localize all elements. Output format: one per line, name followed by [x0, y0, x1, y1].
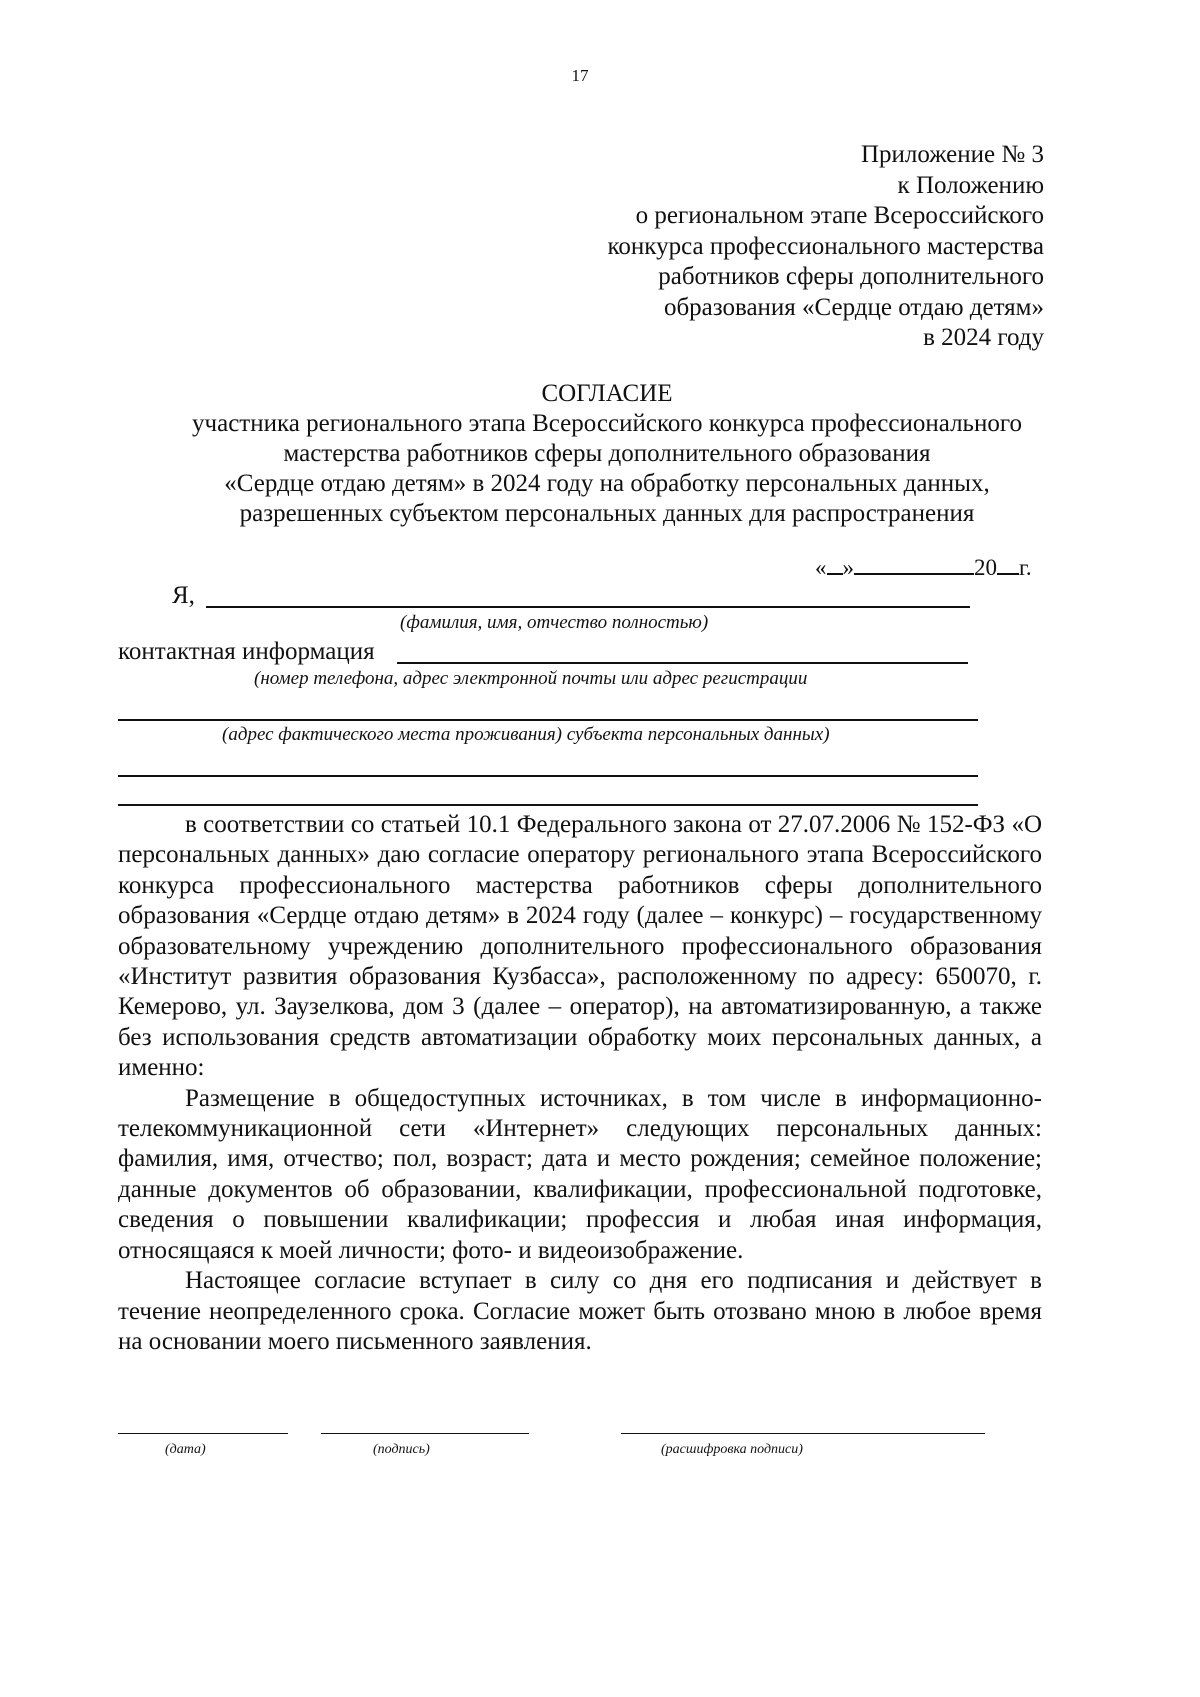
appendix-line: к Положению	[897, 171, 1044, 199]
body-paragraph: Настоящее согласие вступает в силу со дня его подписания и действует в течение неопределенного срока. Согласие может быть отозвано мною в любое время на основании моего письменного заявления.	[118, 1267, 1042, 1355]
date-line	[815, 553, 1032, 581]
date-close-quote: »	[842, 555, 854, 580]
date-signature-line[interactable]	[118, 1433, 288, 1434]
year-prefix: 20	[974, 555, 997, 580]
document-title: СОГЛАСИЕ	[541, 380, 673, 407]
appendix-line: о региональном этапе Всероссийского	[635, 202, 1044, 229]
appendix-header	[608, 140, 1044, 354]
appendix-line: образования «Сердце отдаю детям»	[663, 293, 1044, 321]
year-suffix: г.	[1019, 555, 1032, 580]
address-field-line[interactable]	[118, 719, 978, 721]
subtitle-line: мастерства работников сферы дополнительного образования	[283, 440, 931, 467]
i-label: Я,	[172, 582, 195, 609]
month-blank[interactable]	[854, 553, 974, 575]
page-number: 17	[571, 66, 589, 85]
contact-hint: (номер телефона, адрес электронной почты или адрес регистрации	[254, 668, 808, 689]
contact-field-line[interactable]	[397, 662, 968, 664]
date-caption: (дата)	[165, 1442, 206, 1457]
blank-field-line[interactable]	[118, 775, 978, 777]
contact-label: контактная информация	[118, 638, 375, 665]
appendix-line: работников сферы дополнительного	[658, 263, 1044, 290]
decode-signature-line[interactable]	[621, 1433, 985, 1434]
appendix-line: Приложение № 3	[860, 141, 1044, 168]
name-hint: (фамилия, имя, отчество полностью)	[400, 612, 709, 633]
subtitle-line: разрешенных субъектом персональных данных для распространения	[239, 500, 975, 527]
subtitle-line: «Сердце отдаю детям» в 2024 году на обработку персональных данных,	[224, 470, 990, 497]
consent-body	[118, 810, 1042, 1357]
appendix-line: конкурса профессионального мастерства	[607, 232, 1044, 260]
blank-field-line[interactable]	[118, 804, 978, 806]
body-paragraph: Размещение в общедоступных источниках, в том числе в информационно-телекоммуникационной сети «Интернет» следующих персональных данных: фамилия, имя, отчество; пол, возраст; дата и место рождения; семейное положение; данные документов об образовании, квалификации, профессиональной подготовке, сведения о повышении квалификации; профессия и любая иная информация, относящаяся к моей личности; фото- и видеоизображение.	[118, 1084, 1042, 1264]
date-open-quote: «	[815, 555, 827, 580]
year-blank[interactable]	[997, 553, 1019, 575]
name-field-line[interactable]	[206, 606, 970, 608]
subtitle-line: участника регионального этапа Всероссийского конкурса профессионального	[192, 410, 1022, 437]
day-blank[interactable]	[827, 553, 843, 575]
body-paragraph: в соответствии со статьей 10.1 Федерального закона от 27.07.2006 № 152-ФЗ «О персональных данных» даю согласие оператору регионального этапа Всероссийского конкурса профессионального мастерства работников сферы дополнительного образования «Сердце отдаю детям» в 2024 году (далее – конкурс) – государственному образовательному учреждению дополнительного профессионального образования «Институт развития образования Кузбасса», расположенному по адресу: 650070, г. Кемерово, ул. Заузелкова, дом 3 (далее – оператор), на автоматизированную, а также без использования средств автоматизации обработку моих персональных данных, а именно:	[118, 811, 1042, 1082]
appendix-line: в 2024 году	[923, 324, 1044, 351]
decode-caption: (расшифровка подписи)	[661, 1442, 803, 1457]
sign-caption: (подпись)	[373, 1442, 430, 1457]
sign-signature-line[interactable]	[321, 1433, 529, 1434]
address-hint: (адрес фактического места проживания) субъекта персональных данных)	[222, 724, 830, 745]
